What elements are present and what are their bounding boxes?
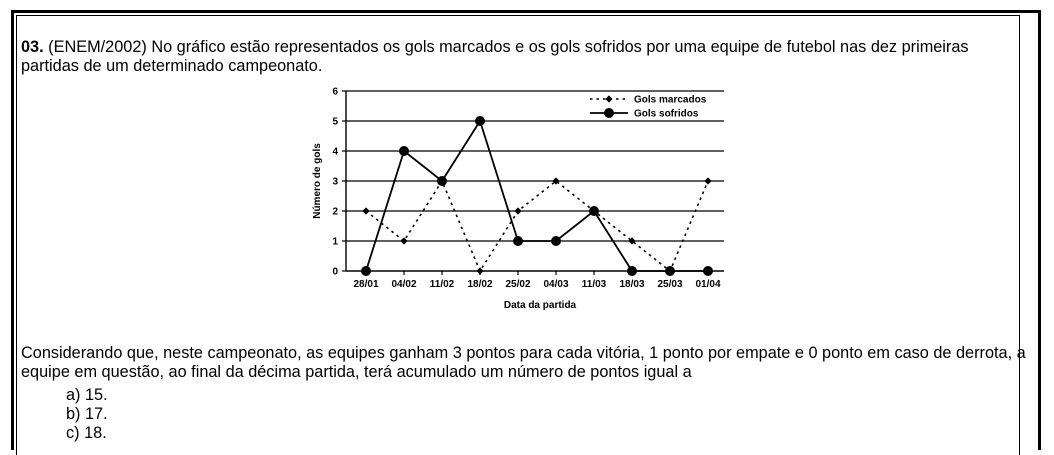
y-tick-label: 5 [332,116,338,128]
y-tick-label: 3 [332,176,338,188]
x-tick-label: 18/02 [467,279,493,290]
y-tick-label: 1 [332,236,338,248]
answer-options [66,386,108,443]
data-point-gols-sofridos [703,266,713,276]
data-point-gols-marcados [476,267,483,274]
y-tick-label: 4 [332,146,338,158]
x-axis-title: Data da partida [503,300,577,311]
data-point-gols-sofridos [665,266,675,276]
option-b[interactable]: b) 17. [66,405,108,423]
x-tick-label: 11/03 [581,279,607,290]
legend-marker [604,108,614,118]
x-tick-label: 04/02 [391,279,417,290]
legend-label: Gols sofridos [634,108,699,120]
legend-entry-gols-sofridos [590,108,699,120]
data-point-gols-sofridos [361,266,371,276]
legend-entry-gols-marcados [590,95,707,106]
y-tick-label: 6 [332,86,338,98]
goals-line-chart [300,82,740,318]
question-body: (ENEM/2002) No gráfico estão representados os gols marcados e os gols sofridos por uma equipe de futebol nas dez primeiras partidas de um determinado campeonato. [21,38,969,75]
series-line-gols-marcados [366,181,708,271]
legend-marker [605,95,612,102]
x-tick-label: 11/02 [429,279,455,290]
data-point-gols-sofridos [589,206,599,216]
question-stem: Considerando que, neste campeonato, as equipes ganham 3 pontos para cada vitória, 1 ponto por empate e 0 ponto em caso de derrota, a equipe em questão, ao final da décima partida, terá acumulado um número de pontos igual a [21,344,1026,381]
data-point-gols-sofridos [551,236,561,246]
option-a[interactable]: a) 15. [66,386,108,404]
x-tick-label: 18/03 [619,279,645,290]
x-tick-label: 25/03 [657,279,683,290]
data-point-gols-marcados [362,207,369,214]
x-tick-label: 04/03 [543,279,569,290]
question-number: 03. [21,38,44,56]
data-point-gols-sofridos [475,116,485,126]
data-point-gols-sofridos [627,266,637,276]
question-text [21,38,1021,76]
legend-label: Gols marcados [634,94,707,106]
data-point-gols-marcados [400,237,407,244]
series-gols-marcados [362,177,711,274]
x-tick-label: 28/01 [353,279,379,290]
data-point-gols-sofridos [437,176,447,186]
data-point-gols-sofridos [399,146,409,156]
data-point-gols-marcados [514,207,521,214]
y-tick-label: 0 [332,266,338,278]
x-tick-label: 25/02 [505,279,531,290]
x-tick-label: 01/04 [695,279,721,290]
option-c[interactable]: c) 18. [66,424,107,442]
y-axis-title: Número de gols [312,143,323,219]
data-point-gols-sofridos [513,236,523,246]
data-point-gols-marcados [704,177,711,184]
y-tick-label: 2 [332,206,338,218]
